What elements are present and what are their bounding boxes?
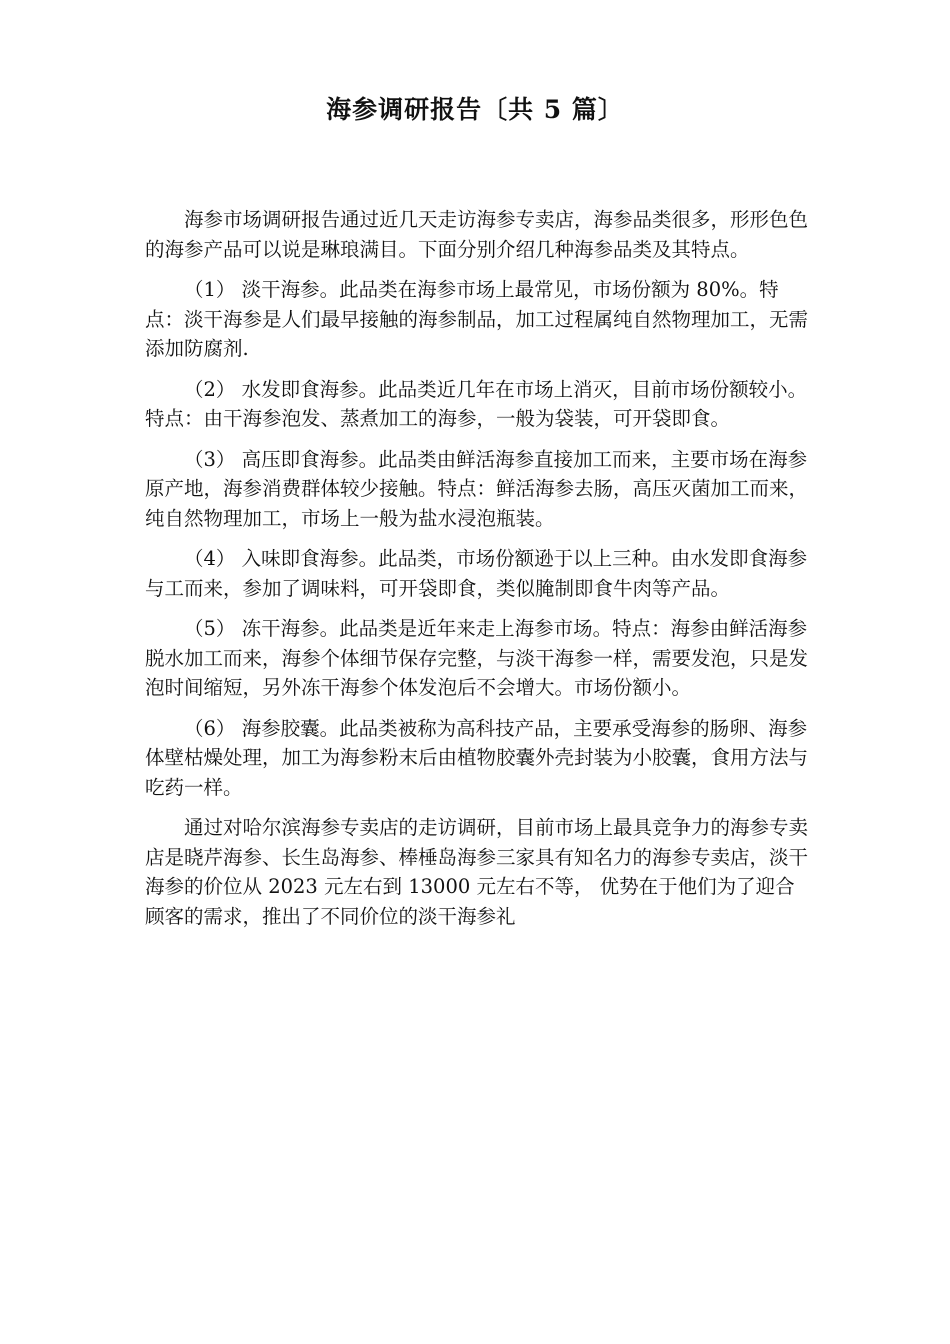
paragraph-item-5: （5） 冻干海参。此品类是近年来走上海参市场。特点：海参由鲜活海参脱水加工而来，海参个体细节保存完整，与淡干海参一样，需要发泡，只是发泡时间缩短，另外冻干海参个体发泡后不会增大。市场份额小。 bbox=[145, 617, 809, 699]
paragraph-item-4: （4） 入味即食海参。此品类，市场份额逊于以上三种。由水发即食海参与工而来，参加了调味料，可开袋即食，类似腌制即食牛肉等产品。 bbox=[145, 547, 808, 600]
paragraph-item-6: （6） 海参胶囊。此品类被称为高科技产品，主要承受海参的肠卵、海参体壁枯燥处理，加工为海参粉末后由植物胶囊外壳封装为小胶囊，食用方法与吃药一样。 bbox=[145, 716, 809, 799]
paragraph-item-3: （3） 高压即食海参。此品类由鲜活海参直接加工而来，主要市场在海参原产地，海参消费群体较少接触。特点：鲜活海参去肠，高压灭菌加工而来，纯自然物理加工，市场上一般为盐水浸泡瓶装。 bbox=[145, 447, 809, 530]
document-body bbox=[145, 205, 810, 942]
paragraph-item-1: （1） 淡干海参。此品类在海参市场上最常见，市场份额为 80%。特点：淡干海参是人们最早接触的海参制品，加工过程属纯自然物理加工，无需添加防腐剂. bbox=[145, 278, 809, 360]
paragraph-intro: 海参市场调研报告通过近几天走访海参专卖店，海参品类很多，形形色色的海参产品可以说是琳琅满目。下面分别介绍几种海参品类及其特点。 bbox=[145, 208, 809, 261]
document-title: 海参调研报告〔共 5 篇〕 bbox=[326, 95, 624, 124]
paragraph-conclusion: 通过对哈尔滨海参专卖店的走访调研，目前市场上最具竞争力的海参专卖店是晓芹海参、长生岛海参、棒棰岛海参三家具有知名力的海参专卖店，淡干海参的价位从 2023 元左右到 13000 元左右不等， 优势在于他们为了迎合顾客的需求，推出了不同价位的淡干海参礼 bbox=[145, 816, 809, 928]
paragraph-item-2: （2） 水发即食海参。此品类近几年在市场上消灭，目前市场份额较小。特点：由干海参泡发、蒸煮加工的海参，一般为袋装，可开袋即食。 bbox=[145, 377, 808, 430]
